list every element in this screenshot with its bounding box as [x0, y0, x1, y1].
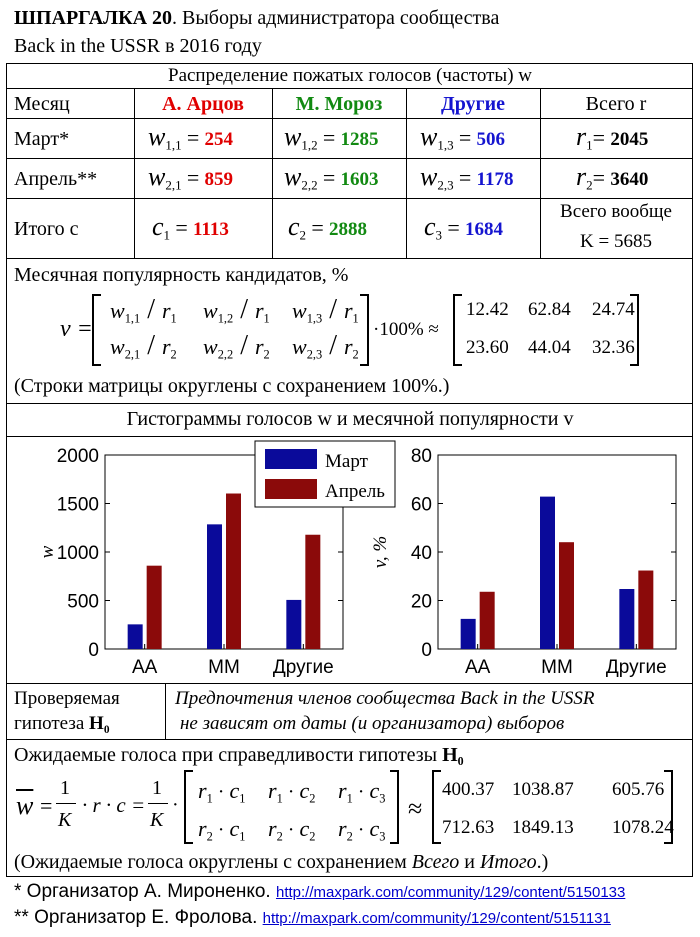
title-bold: ШПАРГАЛКА 20	[14, 7, 173, 29]
col-others: Другие	[440, 93, 506, 115]
cell-c2: $c_2 = 2888$	[288, 212, 367, 243]
bar-MM-Март	[207, 524, 222, 649]
table-header-text: Распределение пожатых голосов (частоты) w	[168, 65, 532, 86]
bar-AA-Апрель	[147, 566, 162, 649]
legend-label-Апрель: Апрель	[325, 481, 385, 502]
expected-frac-line	[56, 803, 76, 804]
x-tick-label: MM	[208, 657, 240, 678]
pop-result-entry-1-1: 12.42	[466, 299, 509, 320]
cell-w22: $w_{2,2} = 1603$	[284, 162, 379, 193]
pop-result-entry-1-3: 24.74	[592, 299, 635, 320]
pop-matrix-entry-2-1: $w_{2,1} / r_2$	[110, 330, 177, 362]
y-tick-label: 2000	[56, 446, 99, 467]
pop-matrix-entry-2-3: $w_{2,3} / r_2$	[292, 330, 359, 362]
bar-Другие-Апрель	[305, 535, 320, 649]
pop-result-entry-2-3: 32.36	[592, 337, 635, 358]
exp-matrix-entry-1-2: $r_1 \cdot c_2$	[268, 778, 316, 806]
row-march-label: Март*	[14, 128, 70, 150]
legend-swatch-Апрель	[265, 479, 317, 499]
y-tick-label: 1500	[56, 494, 99, 516]
footnote-1: * Организатор А. Мироненко. http://maxpark.com/community/129/content/5150133	[14, 881, 626, 902]
grand-total-label: Всего вообще	[560, 201, 672, 222]
hypothesis-label-1: Проверяемая	[14, 688, 120, 709]
bar-MM-Март	[540, 497, 555, 649]
x-tick-label: MM	[541, 657, 573, 678]
exp-matrix-entry-1-1: $r_1 \cdot c_1$	[198, 778, 246, 806]
popularity-note: (Строки матрицы округлены с сохранением 100%.)	[14, 375, 450, 397]
page-subtitle: Back in the USSR в 2016 году	[14, 35, 262, 57]
expected-bracket-left	[184, 770, 193, 844]
exp-result-entry-2-1: 712.63	[442, 817, 495, 838]
y-axis-label: w	[37, 545, 58, 559]
cell-w13: $w_{1,3} = 506$	[420, 122, 506, 153]
hypothesis-text-2: не зависят от даты (и организатора) выборов	[180, 713, 565, 734]
table-header	[0, 66, 700, 85]
expected-mid: · r · c =	[82, 793, 146, 817]
exp-matrix-entry-2-2: $r_2 \cdot c_2$	[268, 816, 316, 844]
pop-matrix-entry-1-2: $w_{1,2} / r_1$	[203, 294, 270, 326]
expected-dot: ·	[172, 794, 179, 816]
y-tick-label: 40	[410, 543, 432, 564]
expected-eq: =	[40, 793, 53, 818]
grand-total-value: K = 5685	[580, 231, 652, 252]
footnote-2-link[interactable]: http://maxpark.com/community/129/content/5151131	[262, 910, 611, 927]
hypothesis-label-2: гипотеза H₀	[14, 713, 110, 734]
pop-result-entry-2-2: 44.04	[528, 337, 571, 358]
exp-result-entry-2-2: 1849.13	[512, 817, 574, 838]
page-title	[14, 8, 499, 28]
bar-Другие-Март	[619, 589, 634, 649]
pop-matrix-entry-2-2: $w_{2,2} / r_2$	[203, 330, 270, 362]
y-tick-label: 80	[410, 446, 432, 467]
expected-bracket-right	[390, 770, 399, 844]
exp-matrix-entry-2-1: $r_2 \cdot c_1$	[198, 816, 246, 844]
x-tick-label: Другие	[272, 657, 334, 678]
bar-AA-Март	[128, 624, 143, 649]
expected-frac-den: K	[58, 809, 72, 831]
footnote-1-link[interactable]: http://maxpark.com/community/129/content/5150133	[275, 884, 626, 901]
bar-MM-Апрель	[559, 542, 574, 649]
exp-result-entry-2-3: 1078.24	[612, 817, 674, 838]
bar-Другие-Март	[286, 600, 301, 649]
footnote-2: ** Организатор Е. Фролова. http://maxpark.com/community/129/content/5151131	[14, 907, 611, 928]
y-tick-label: 0	[421, 640, 432, 661]
cell-w12: $w_{1,2} = 1285$	[284, 122, 379, 153]
expected-frac2-num: 1	[152, 777, 162, 799]
cell-w23: $w_{2,3} = 1178$	[420, 162, 514, 193]
x-tick-label: Другие	[605, 657, 667, 678]
histograms-svg	[6, 437, 693, 683]
pop-result-entry-1-2: 62.84	[528, 299, 571, 320]
exp-result-entry-1-2: 1038.87	[512, 779, 574, 800]
expected-result-bracket-left	[432, 770, 441, 844]
pop-matrix-entry-1-1: $w_{1,1} / r_1$	[110, 294, 177, 326]
cell-w21: $w_{2,1} = 859$	[148, 162, 234, 193]
col-moroz: М. Мороз	[295, 93, 383, 115]
col-artsov: А. Арцов	[162, 93, 244, 115]
matrix-bracket-right	[360, 294, 369, 366]
matrix-bracket-left	[92, 294, 101, 366]
y-axis-label: v, %	[370, 535, 391, 569]
title-rest: . Выборы администратора сообщества	[172, 7, 500, 29]
chart-popularity	[370, 446, 676, 678]
y-tick-label: 60	[410, 494, 432, 516]
popularity-factor: ·100% ≈	[373, 319, 439, 340]
bar-Другие-Апрель	[638, 571, 653, 649]
expected-lhs-w: $\overline{w}$	[16, 791, 34, 820]
cell-w11: $w_{1,1} = 254$	[148, 122, 234, 153]
exp-matrix-entry-2-3: $r_2 \cdot c_3$	[338, 816, 386, 844]
exp-result-entry-1-3: 605.76	[612, 779, 665, 800]
exp-matrix-entry-1-3: $r_1 \cdot c_3$	[338, 778, 386, 806]
popularity-heading: Месячная популярность кандидатов, %	[14, 264, 349, 286]
col-month: Месяц	[14, 93, 70, 115]
col-total: Всего r	[585, 93, 647, 115]
popularity-lhs: v =	[60, 316, 93, 342]
expected-approx: ≈	[408, 794, 423, 823]
bar-AA-Апрель	[480, 592, 495, 649]
row-totals-label: Итого c	[14, 218, 79, 240]
cell-c3: $c_3 = 1684$	[424, 212, 503, 243]
x-tick-label: AA	[464, 657, 491, 678]
expected-note: (Ожидаемые голоса округлены с сохранением Всего и Итого.)	[14, 851, 549, 873]
y-tick-label: 20	[410, 591, 432, 613]
expected-frac2-line	[148, 803, 168, 804]
y-tick-label: 1000	[56, 543, 99, 564]
hypothesis-text-1: Предпочтения членов сообщества Back in the USSR	[175, 688, 595, 709]
histograms-heading: Гистограммы голосов w и месячной популярности v	[126, 408, 574, 430]
legend-swatch-Март	[265, 449, 317, 469]
cell-c1: $c_1 = 1113$	[152, 212, 229, 243]
y-tick-label: 500	[67, 591, 99, 613]
bar-MM-Апрель	[226, 494, 241, 649]
expected-frac2-den: K	[150, 809, 164, 831]
pop-result-entry-2-1: 23.60	[466, 337, 509, 358]
pop-matrix-entry-1-3: $w_{1,3} / r_1$	[292, 294, 359, 326]
chart-votes	[37, 441, 395, 678]
expected-frac-num: 1	[60, 777, 70, 799]
result-bracket-left	[453, 294, 462, 366]
legend-label-Март: Март	[325, 451, 368, 472]
x-tick-label: AA	[131, 657, 158, 678]
y-tick-label: 0	[88, 640, 99, 661]
exp-result-entry-1-1: 400.37	[442, 779, 495, 800]
cell-r2: $r_2= 3640$	[576, 162, 649, 193]
cell-r1: $r_1= 2045$	[576, 122, 649, 153]
bar-AA-Март	[461, 619, 476, 649]
expected-heading: Ожидаемые голоса при справедливости гипотезы H₀	[14, 744, 464, 766]
row-april-label: Апрель**	[14, 168, 98, 190]
